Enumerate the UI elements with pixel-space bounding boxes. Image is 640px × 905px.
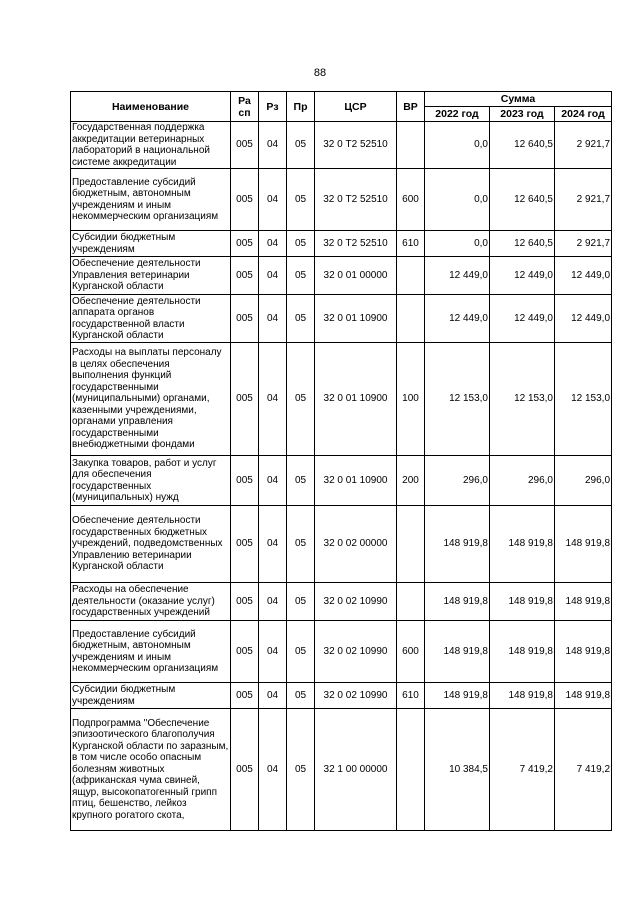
cell-pr: 05 [287, 456, 315, 506]
cell-csr: 32 0 02 00000 [315, 506, 397, 583]
cell-y2024: 148 919,8 [555, 583, 612, 621]
cell-y2023: 12 153,0 [490, 343, 555, 456]
cell-vr [397, 295, 425, 343]
cell-pr: 05 [287, 506, 315, 583]
cell-pr: 05 [287, 621, 315, 683]
cell-rasp: 005 [231, 709, 259, 831]
cell-rz: 04 [259, 257, 287, 295]
cell-vr [397, 583, 425, 621]
cell-name: Субсидии бюджетным учреждениям [71, 231, 231, 257]
cell-name: Расходы на выплаты персоналу в целях обеспечения выполнения функций государственными (муниципальными) органами, казенными учреждениями, органами управления государственными внебюджетными фондами [71, 343, 231, 456]
cell-csr: 32 0 Т2 52510 [315, 231, 397, 257]
cell-y2023: 148 919,8 [490, 621, 555, 683]
cell-rasp: 005 [231, 343, 259, 456]
cell-name: Государственная поддержка аккредитации ветеринарных лабораторий в национальной системе аккредитации [71, 122, 231, 169]
cell-csr: 32 0 Т2 52510 [315, 122, 397, 169]
header-pr: Пр [287, 92, 315, 122]
cell-y2022: 12 449,0 [425, 295, 490, 343]
cell-y2022: 148 919,8 [425, 683, 490, 709]
cell-pr: 05 [287, 343, 315, 456]
cell-y2023: 7 419,2 [490, 709, 555, 831]
cell-rasp: 005 [231, 583, 259, 621]
cell-y2024: 12 449,0 [555, 257, 612, 295]
cell-y2022: 148 919,8 [425, 583, 490, 621]
header-2022: 2022 год [425, 107, 490, 122]
table-row [71, 295, 612, 343]
cell-csr: 32 0 02 10990 [315, 583, 397, 621]
cell-y2022: 0,0 [425, 231, 490, 257]
cell-csr: 32 0 02 10990 [315, 621, 397, 683]
cell-rasp: 005 [231, 295, 259, 343]
cell-name: Субсидии бюджетным учреждениям [71, 683, 231, 709]
header-2024: 2024 год [555, 107, 612, 122]
cell-y2023: 12 640,5 [490, 169, 555, 231]
cell-y2024: 7 419,2 [555, 709, 612, 831]
cell-y2022: 12 153,0 [425, 343, 490, 456]
cell-rasp: 005 [231, 257, 259, 295]
cell-name: Расходы на обеспечение деятельности (оказание услуг) государственных учреждений [71, 583, 231, 621]
cell-rasp: 005 [231, 683, 259, 709]
cell-rz: 04 [259, 122, 287, 169]
cell-name: Предоставление субсидий бюджетным, автономным учреждениям и иным некоммерческим организациям [71, 621, 231, 683]
cell-csr: 32 0 02 10990 [315, 683, 397, 709]
cell-vr: 100 [397, 343, 425, 456]
cell-name: Предоставление субсидий бюджетным, автономным учреждениям и иным некоммерческим организациям [71, 169, 231, 231]
header-rz: Рз [259, 92, 287, 122]
cell-rasp: 005 [231, 169, 259, 231]
cell-pr: 05 [287, 683, 315, 709]
cell-csr: 32 0 01 10900 [315, 343, 397, 456]
cell-y2022: 12 449,0 [425, 257, 490, 295]
cell-rz: 04 [259, 709, 287, 831]
cell-vr: 600 [397, 621, 425, 683]
cell-y2023: 296,0 [490, 456, 555, 506]
cell-y2024: 2 921,7 [555, 122, 612, 169]
cell-pr: 05 [287, 231, 315, 257]
cell-pr: 05 [287, 295, 315, 343]
cell-rz: 04 [259, 506, 287, 583]
header-name: Наименование [71, 92, 231, 122]
cell-y2023: 148 919,8 [490, 506, 555, 583]
table-row [71, 343, 612, 456]
cell-y2022: 10 384,5 [425, 709, 490, 831]
cell-vr [397, 709, 425, 831]
cell-vr: 600 [397, 169, 425, 231]
header-sum: Сумма [425, 92, 612, 107]
cell-y2024: 148 919,8 [555, 621, 612, 683]
cell-rz: 04 [259, 343, 287, 456]
cell-pr: 05 [287, 169, 315, 231]
table-row [71, 169, 612, 231]
cell-name: Подпрограмма "Обеспечение эпизоотического благополучия Курганской области по заразным, в том числе особо опасным болезням животных (африканская чума свиней, ящур, высокопатогенный грипп птиц, бешенство, лейкоз крупного рогатого скота, [71, 709, 231, 831]
cell-rz: 04 [259, 231, 287, 257]
header-2023: 2023 год [490, 107, 555, 122]
cell-pr: 05 [287, 709, 315, 831]
cell-y2024: 2 921,7 [555, 169, 612, 231]
cell-y2024: 148 919,8 [555, 506, 612, 583]
cell-pr: 05 [287, 257, 315, 295]
cell-vr: 610 [397, 231, 425, 257]
page-number: 88 [313, 67, 327, 79]
cell-rz: 04 [259, 621, 287, 683]
cell-rasp: 005 [231, 122, 259, 169]
cell-name: Обеспечение деятельности Управления ветеринарии Курганской области [71, 257, 231, 295]
cell-name: Обеспечение деятельности государственных бюджетных учреждений, подведомственных Управлению ветеринарии Курганской области [71, 506, 231, 583]
table-row [71, 257, 612, 295]
cell-csr: 32 0 01 00000 [315, 257, 397, 295]
cell-y2024: 12 153,0 [555, 343, 612, 456]
cell-vr: 200 [397, 456, 425, 506]
cell-y2024: 148 919,8 [555, 683, 612, 709]
cell-y2022: 148 919,8 [425, 506, 490, 583]
table-row [71, 231, 612, 257]
table-row [71, 709, 612, 831]
budget-table [70, 91, 612, 831]
cell-y2022: 0,0 [425, 122, 490, 169]
cell-vr [397, 257, 425, 295]
cell-vr [397, 122, 425, 169]
cell-vr [397, 506, 425, 583]
table-body [71, 122, 612, 831]
cell-y2024: 12 449,0 [555, 295, 612, 343]
cell-rz: 04 [259, 295, 287, 343]
cell-y2023: 148 919,8 [490, 583, 555, 621]
cell-y2022: 148 919,8 [425, 621, 490, 683]
cell-csr: 32 1 00 00000 [315, 709, 397, 831]
cell-vr: 610 [397, 683, 425, 709]
cell-rasp: 005 [231, 456, 259, 506]
cell-rasp: 005 [231, 231, 259, 257]
cell-rz: 04 [259, 683, 287, 709]
cell-y2023: 12 449,0 [490, 257, 555, 295]
cell-rz: 04 [259, 169, 287, 231]
cell-csr: 32 0 01 10900 [315, 456, 397, 506]
table-row [71, 621, 612, 683]
cell-pr: 05 [287, 122, 315, 169]
cell-y2024: 296,0 [555, 456, 612, 506]
table-row [71, 506, 612, 583]
cell-csr: 32 0 Т2 52510 [315, 169, 397, 231]
cell-y2023: 148 919,8 [490, 683, 555, 709]
cell-rz: 04 [259, 583, 287, 621]
table-row [71, 122, 612, 169]
table-row [71, 456, 612, 506]
cell-rz: 04 [259, 456, 287, 506]
table-row [71, 683, 612, 709]
table-row [71, 583, 612, 621]
cell-y2023: 12 640,5 [490, 231, 555, 257]
cell-y2023: 12 640,5 [490, 122, 555, 169]
cell-name: Обеспечение деятельности аппарата органов государственной власти Курганской области [71, 295, 231, 343]
header-csr: ЦСР [315, 92, 397, 122]
cell-y2024: 2 921,7 [555, 231, 612, 257]
cell-pr: 05 [287, 583, 315, 621]
header-rasp: Ра сп [231, 92, 259, 122]
cell-rasp: 005 [231, 621, 259, 683]
header-vr: ВР [397, 92, 425, 122]
cell-rasp: 005 [231, 506, 259, 583]
cell-csr: 32 0 01 10900 [315, 295, 397, 343]
cell-y2022: 296,0 [425, 456, 490, 506]
cell-y2023: 12 449,0 [490, 295, 555, 343]
cell-y2022: 0,0 [425, 169, 490, 231]
cell-name: Закупка товаров, работ и услуг для обеспечения государственных (муниципальных) нужд [71, 456, 231, 506]
